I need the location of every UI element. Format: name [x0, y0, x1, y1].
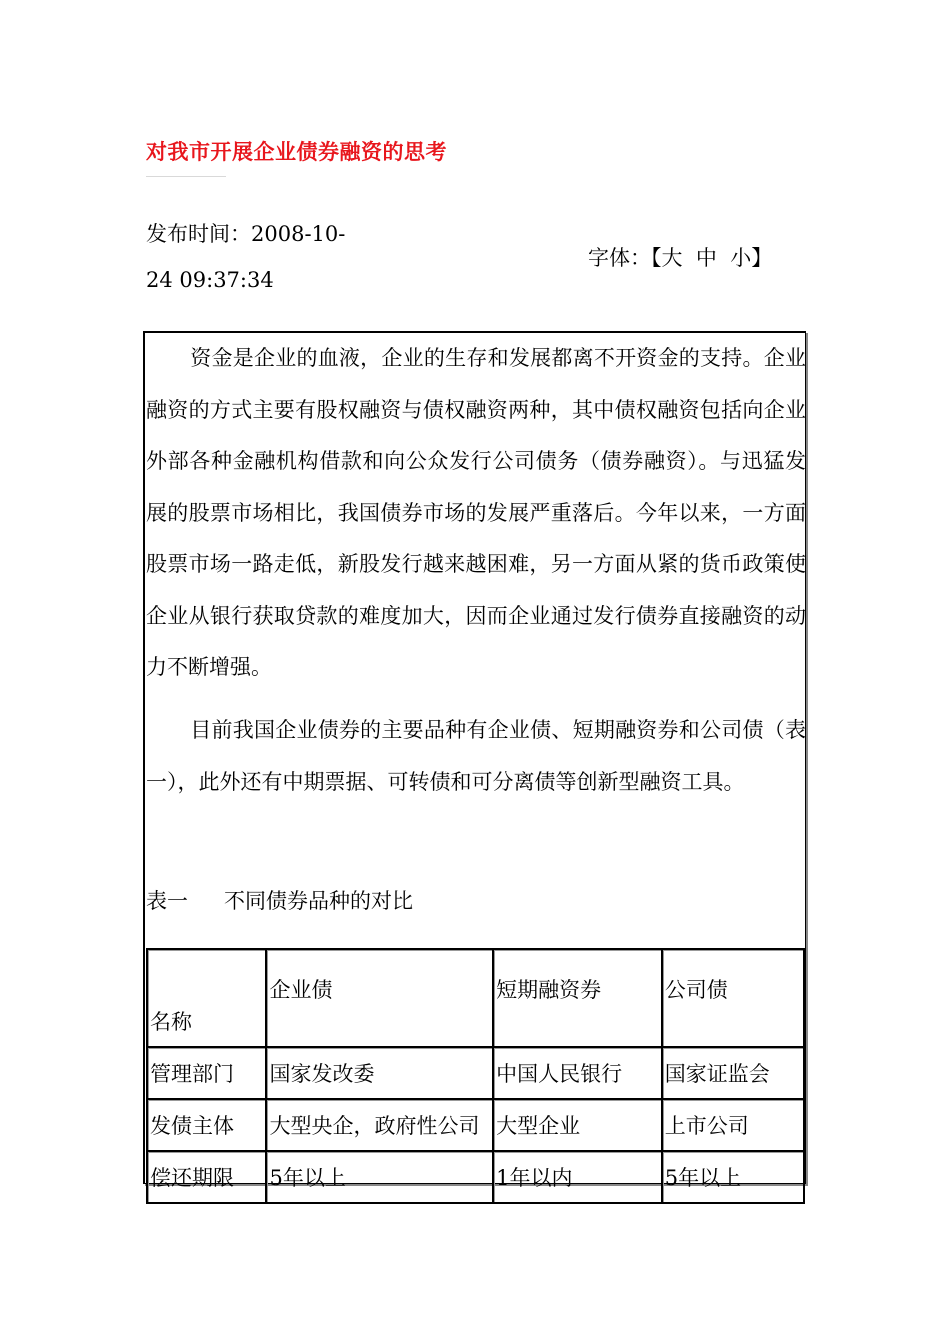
- table-caption: [146, 885, 413, 915]
- table-header-row: [146, 950, 805, 1048]
- table-cell: 大型企业: [492, 1100, 661, 1152]
- table-cell: 管理部门: [146, 1048, 265, 1100]
- table-cell: 中国人民银行: [492, 1048, 661, 1100]
- font-size-selector: [588, 242, 772, 272]
- table-cell: 上市公司: [661, 1100, 805, 1152]
- font-size-small-link[interactable]: 小: [730, 246, 752, 270]
- article-title: 对我市开展企业债券融资的思考: [146, 140, 447, 164]
- table-cell: 偿还期限: [146, 1152, 265, 1204]
- publish-time-line2: 24 09:37:34: [146, 268, 274, 292]
- font-size-label: 字体：: [588, 246, 651, 270]
- body-paragraph-2-text: 目前我国企业债券的主要品种有企业债、短期融资券和公司债（表一），此外还有中期票据、可转债和可分离债等创新型融资工具。: [146, 718, 806, 794]
- body-paragraph-1: [146, 333, 806, 694]
- table-cell: 国家发改委: [265, 1048, 492, 1100]
- table-header-cell: 短期融资券: [492, 950, 661, 1048]
- table-row: [146, 1048, 805, 1100]
- table-row: [146, 1100, 805, 1152]
- title-divider: [146, 176, 226, 177]
- font-size-open-bracket: 【: [651, 246, 662, 270]
- table-cell: 大型央企，政府性公司: [265, 1100, 492, 1152]
- bond-comparison-table: [146, 948, 805, 1204]
- font-size-large-link[interactable]: 大: [661, 246, 683, 270]
- table-caption-text: 不同债券品种的对比: [224, 889, 413, 913]
- body-paragraph-1-text: 资金是企业的血液，企业的生存和发展都离不开资金的支持。企业融资的方式主要有股权融资与债权融资两种，其中债权融资包括向企业外部各种金融机构借款和向公众发行公司债务（债券融资）。与迅猛发展的股票市场相比，我国债券市场的发展严重落后。今年以来，一方面股票市场一路走低，新股发行越来越困难，另一方面从紧的货币政策使企业从银行获取贷款的难度加大，因而企业通过发行债券直接融资的动力不断增强。: [146, 346, 806, 679]
- publish-time-line1: 发布时间：2008-10-: [146, 222, 346, 246]
- font-size-close-bracket: 】: [751, 246, 773, 270]
- table-cell: 5年以上: [661, 1152, 805, 1204]
- table-header-cell: 企业债: [265, 950, 492, 1048]
- table-header-cell: 公司债: [661, 950, 805, 1048]
- body-paragraph-2: [146, 705, 806, 808]
- table-caption-label: 表一: [146, 889, 188, 913]
- table-cell: 国家证监会: [661, 1048, 805, 1100]
- font-size-medium-link[interactable]: 中: [695, 246, 717, 270]
- table-row: [146, 1152, 805, 1204]
- table-cell: 5年以上: [265, 1152, 492, 1204]
- table-header-cell: 名称: [146, 950, 265, 1048]
- table-cell: 1年以内: [492, 1152, 661, 1204]
- table-cell: 发债主体: [146, 1100, 265, 1152]
